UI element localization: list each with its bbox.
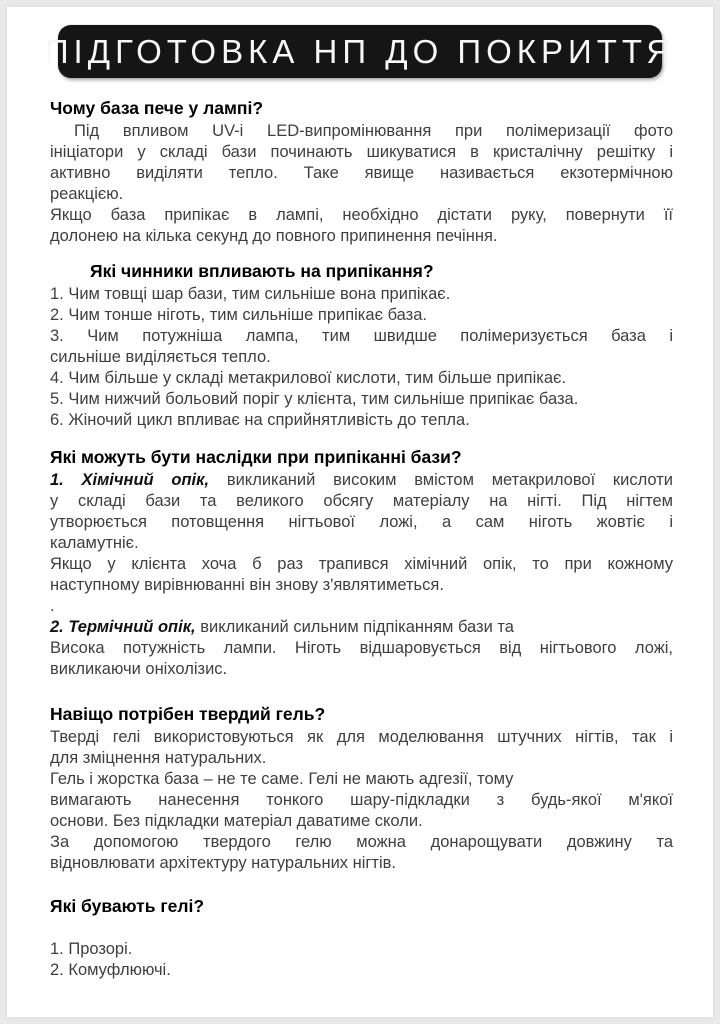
text-line: викликаючи оніхолізис.: [50, 660, 228, 678]
text-line: Висока потужність лампи. Ніготь відшаровується від нігтьового ложі,: [50, 639, 673, 657]
text-line: вимагають нанесення тонкого шару-підкладки з будь-якої м'якої: [50, 791, 673, 809]
section-gel-types: [50, 896, 673, 981]
text-line: для зміцнення натуральних.: [50, 749, 267, 767]
list-item: сильніше виділяється тепло.: [50, 348, 271, 366]
text-line: долонею на кілька секунд до повного припинення печіння.: [50, 227, 498, 245]
text-line: основи. Без підкладки матеріал даватиме сколи.: [50, 812, 423, 830]
text-run: викликаний сильним підпіканням бази та: [195, 618, 514, 636]
list-item: 1. Прозорі.: [50, 940, 133, 958]
section-burn-consequences: [50, 447, 673, 680]
text-line: [50, 617, 673, 638]
list-item: 2. Чим тонше ніготь, тим сильніше припікає база.: [50, 306, 427, 324]
text-line: наступному вирівнюванні він знову з'являтиметься.: [50, 576, 444, 594]
text-line: відновлювати архітектуру натуральних нігтів.: [50, 854, 397, 872]
text-line: Під впливом UV-і LED-випромінювання при полімеризації фото: [74, 122, 673, 140]
text-line: каламутніє.: [50, 534, 139, 552]
heading-gel-types: Які бувають гелі?: [50, 896, 205, 916]
text-line: Якщо у клієнта хоча б раз трапився хімічний опік, то при кожному: [50, 555, 673, 573]
section-burn-factors: [50, 261, 673, 431]
text-line: активно виділяти тепло. Таке явище називається екзотермічною: [50, 164, 673, 182]
text-line: у складі бази та великого обсягу матеріалу на нігті. Під нігтем: [50, 492, 673, 510]
heading-hard-gel: Навіщо потрібен твердий гель?: [50, 704, 326, 724]
text-line: Гель і жорстка база – не те саме. Гелі не мають адгезії, тому: [50, 770, 514, 788]
text-run: викликаний високим вмістом метакрилової кислоти: [209, 471, 673, 489]
text-line: За допомогою твердого гелю можна донарощувати довжину та: [50, 833, 673, 851]
text-line: Якщо база припікає в лампі, необхідно дістати руку, повернути її: [50, 206, 673, 224]
list-item: 6. Жіночий цикл впливає на сприйнятливість до тепла.: [50, 411, 470, 429]
text-line: утворюється потовщення нігтьової ложі, а сам ніготь жовтіє і: [50, 513, 673, 531]
list-item: 5. Чим нижчий больовий поріг у клієнта, тим сильніше припікає база.: [50, 390, 579, 408]
document-content: [7, 98, 713, 981]
text-line: .: [50, 597, 55, 615]
heading-burn-factors: Які чинники впливають на припікання?: [90, 261, 434, 281]
heading-why-base-burns: Чому база пече у лампі?: [50, 98, 264, 118]
text-line: [50, 470, 673, 491]
title-banner: [44, 25, 676, 78]
heading-burn-consequences: Які можуть бути наслідки при припіканні бази?: [50, 447, 462, 467]
page-title: ПІДГОТОВКА НП ДО ПОКРИТТЯ: [44, 32, 676, 70]
list-item: 1. Чим товщі шар бази, тим сильніше вона припікає.: [50, 285, 451, 303]
chemical-burn-lead: 1. Хімічний опік,: [50, 471, 210, 489]
document-page: [7, 7, 713, 1017]
list-item: 2. Комуфлюючі.: [50, 961, 171, 979]
text-line: Тверді гелі використовуються як для моделювання штучних нігтів, так і: [50, 728, 673, 746]
section-hard-gel: [50, 704, 673, 874]
section-why-base-burns: [50, 98, 673, 247]
list-item: 4. Чим більше у складі метакрилової кислоти, тим більше припікає.: [50, 369, 567, 387]
text-line: реакцією.: [50, 185, 124, 203]
thermal-burn-lead: 2. Термічний опік,: [50, 618, 196, 636]
list-item: 3. Чим потужніша лампа, тим швидше полімеризується база і: [50, 327, 673, 345]
text-line: ініціатори у складі бази починають шикуватися в кристалічну решітку і: [50, 143, 673, 161]
